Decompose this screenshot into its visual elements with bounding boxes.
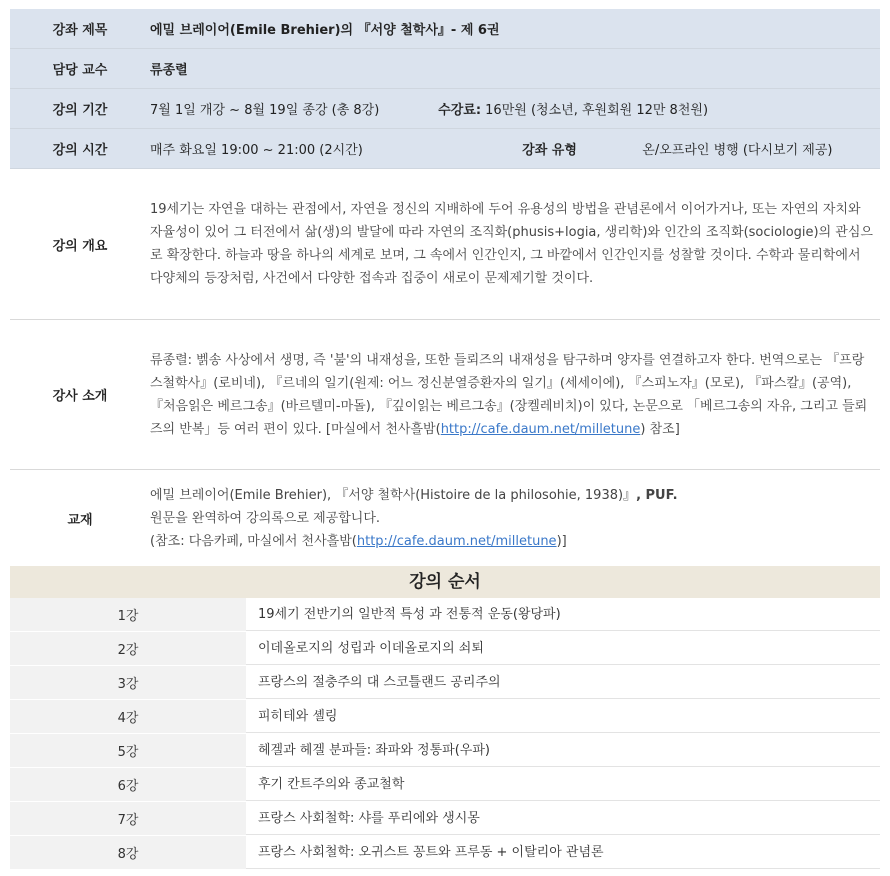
lecture-row <box>10 802 880 836</box>
time-type-cell <box>150 139 880 158</box>
professor-value: 류종렬 <box>150 63 188 78</box>
instructor-row <box>10 320 880 470</box>
lecture-row <box>10 666 880 700</box>
lecture-row <box>10 598 880 632</box>
course-title-row <box>10 9 880 49</box>
course-title-value: 에밀 브레이어(Emile Brehier)의 『서양 철학사』- 제 6권 <box>150 23 500 38</box>
overview-row <box>10 169 880 320</box>
period-value: 7월 1일 개강 ~ 8월 19일 종강 (총 8강) <box>150 103 380 118</box>
type-value: 온/오프라인 병행 (다시보기 제공) <box>642 143 833 158</box>
lecture-topic: 피히테와 셸링 <box>246 700 880 733</box>
course-info-table <box>10 9 880 870</box>
lecture-row <box>10 836 880 870</box>
textbook-text <box>150 484 880 553</box>
lecture-number: 2강 <box>117 643 139 658</box>
textbook-label: 교재 <box>67 512 93 528</box>
lecture-row <box>10 700 880 734</box>
textbook-line-2: 원문을 완역하여 강의록으로 제공합니다. <box>150 510 381 526</box>
lecture-topic: 헤겔과 헤겔 분파들: 좌파와 정통파(우파) <box>246 734 880 767</box>
period-label: 강의 기간 <box>52 103 108 118</box>
lecture-order-title: 강의 순서 <box>10 566 880 598</box>
lecture-number: 5강 <box>117 745 139 760</box>
period-row <box>10 89 880 129</box>
period-fee-cell <box>150 99 880 118</box>
textbook-ref: (참조: 다음카페, 마실에서 천사흘밤( <box>150 533 357 549</box>
lecture-number: 6강 <box>117 779 139 794</box>
textbook-cafe-link[interactable]: http://cafe.daum.net/milletune <box>356 533 557 549</box>
lecture-topic: 프랑스 사회철학: 오귀스트 꽁트와 프루동 + 이탈리아 관념론 <box>246 836 880 869</box>
instructor-text <box>150 349 880 441</box>
textbook-publisher: , PUF. <box>636 487 678 503</box>
fee-value: 16만원 (청소년, 후원회원 12만 8천원) <box>485 103 709 118</box>
fee-label: 수강료: <box>438 103 482 118</box>
instructor-label: 강사 소개 <box>52 389 108 404</box>
lecture-order-list <box>10 598 880 870</box>
lecture-number: 7강 <box>117 813 139 828</box>
instructor-cafe-link[interactable]: http://cafe.daum.net/milletune <box>440 421 641 437</box>
textbook-title: 에밀 브레이어(Emile Brehier), 『서양 철학사(Histoire de la philosohie, 1938)』 <box>150 487 637 503</box>
time-label: 강의 시간 <box>52 143 108 158</box>
lecture-row <box>10 768 880 802</box>
instructor-bio: 류종렬: 벩송 사상에서 생명, 즉 '불'의 내재성을, 또한 들뢰즈의 내재성을 탐구하며 양자를 연결하고자 한다. 번역으로는 『프랑스철학사』(로비네), 『르네의 일기(원제: 어느 정신분열증환자의 일기』(세세이에), 『스피노자』(모로), 『파스칼』(공역), 『처음읽은 베르그송』(바르텔미-마돌), 『깊이읽는 베르그송』(장켈레비치)이 있다, 논문으로 「베르그송의 자유, 그리고 들뢰즈의 반복」등 여러 편이 있다. [마실에서 천사흘밤( <box>150 352 868 437</box>
textbook-row <box>10 470 880 566</box>
lecture-row <box>10 734 880 768</box>
lecture-number: 1강 <box>117 609 139 624</box>
lecture-topic: 19세기 전반기의 일반적 특성 과 전통적 운동(왕당파) <box>246 598 880 631</box>
lecture-topic: 후기 칸트주의와 종교철학 <box>246 768 880 801</box>
lecture-number: 3강 <box>117 677 139 692</box>
lecture-topic: 이데올로지의 성립과 이데올로지의 쇠퇴 <box>246 632 880 665</box>
textbook-ref-end: )] <box>556 533 567 549</box>
overview-label: 강의 개요 <box>52 238 108 254</box>
professor-row <box>10 49 880 89</box>
professor-label: 담당 교수 <box>52 63 108 78</box>
time-row <box>10 129 880 169</box>
lecture-row <box>10 632 880 666</box>
lecture-number: 4강 <box>117 711 139 726</box>
textbook-line-1 <box>150 484 874 507</box>
type-label: 강좌 유형 <box>522 143 577 158</box>
overview-text: 19세기는 자연을 대하는 관점에서, 자연을 정신의 지배하에 두어 유용성의 방법을 관념론에서 이어가거나, 또는 자연의 자치와 자율성이 있어 그 터전에서 삶(생)의 발달에 따라 자연의 조직화(phusis+logia, 생리학)와 인간의 조직화(sociologie)의 관심으로 확장한다. 하늘과 땅을 하나의 세계로 보며, 그 속에서 인간인지, 그 바깥에서 인간인지를 성찰할 것이다. 수학과 물리학에서 다양체의 등장처럼, 사건에서 다양한 접속과 집중이 새로이 문제제기할 것이다. <box>150 202 873 286</box>
time-value: 매주 화요일 19:00 ~ 21:00 (2시간) <box>150 143 363 158</box>
course-title-label: 강좌 제목 <box>52 23 108 38</box>
instructor-bio-end: ) 참조] <box>640 421 680 437</box>
lecture-number: 8강 <box>117 847 139 862</box>
lecture-topic: 프랑스 사회철학: 샤를 푸리에와 생시몽 <box>246 802 880 835</box>
lecture-topic: 프랑스의 절충주의 대 스코틀랜드 공리주의 <box>246 666 880 699</box>
textbook-line-3 <box>150 530 874 553</box>
